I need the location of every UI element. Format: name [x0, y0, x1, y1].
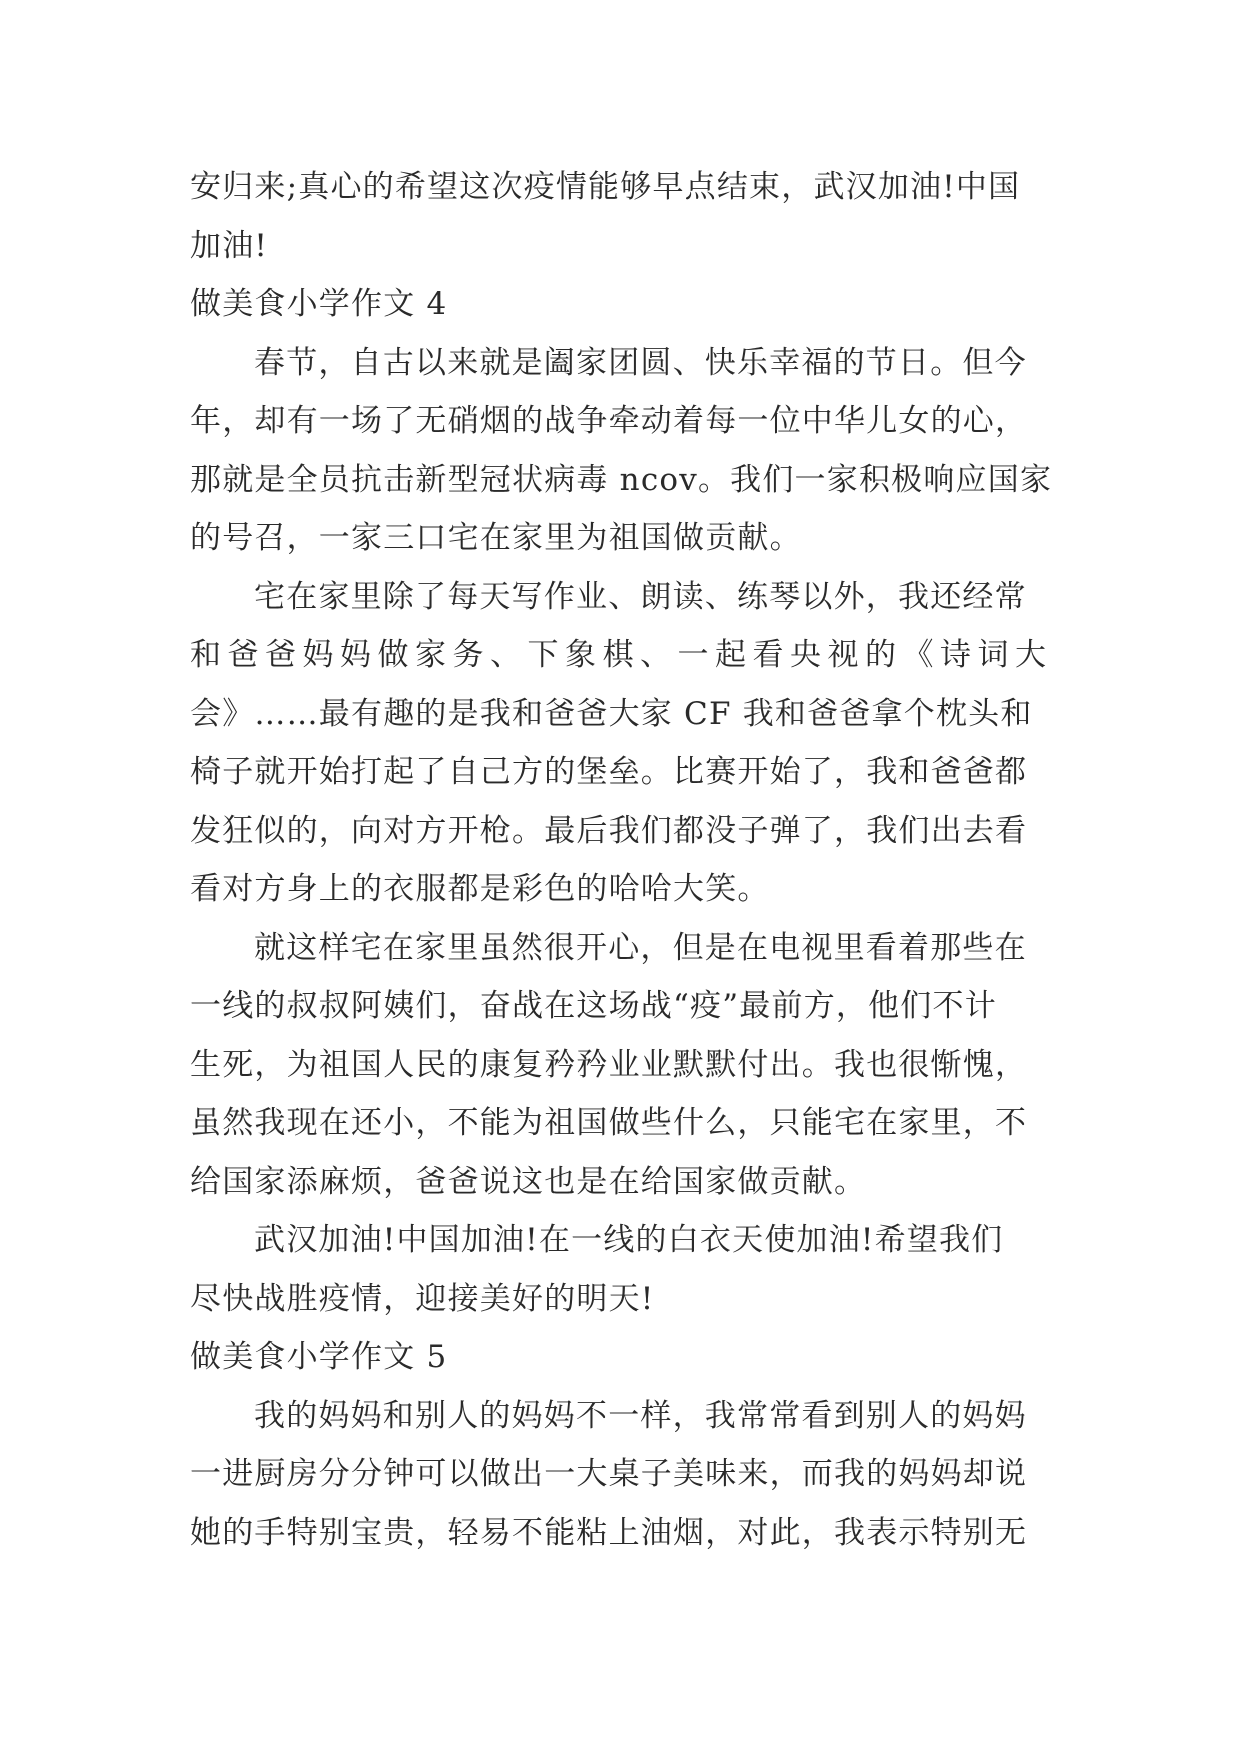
section-heading: 做美食小学作文 4 [190, 286, 448, 322]
section-heading: 做美食小学作文 5 [190, 1339, 448, 1375]
text-line: 的号召，一家三口宅在家里为祖国做贡献。 [190, 520, 802, 556]
text-line: 尽快战胜疫情，迎接美好的明天! [190, 1280, 655, 1317]
paragraph-first-line: 春节，自古以来就是阖家团圆、快乐幸福的节日。但今 [254, 344, 1027, 381]
text-line: 安归来;真心的希望这次疫情能够早点结束，武汉加油!中国 [190, 169, 1021, 205]
text-line: 虽然我现在还小，不能为祖国做些什么，只能宅在家里，不 [190, 1105, 1028, 1141]
text-line: 生死，为祖国人民的康复矜矜业业默默付出。我也很惭愧， [190, 1046, 1028, 1083]
text-line: 会》……最有趣的是我和爸爸大家 CF 我和爸爸拿个枕头和 [190, 695, 1033, 732]
text-line: 给国家添麻烦，爸爸说这也是在给国家做贡献。 [190, 1163, 867, 1200]
paragraph-first-line: 就这样宅在家里虽然很开心，但是在电视里看着那些在 [254, 929, 1027, 966]
text-line: 一进厨房分分钟可以做出一大桌子美味来，而我的妈妈却说 [190, 1456, 1028, 1492]
paragraph-first-line: 宅在家里除了每天写作业、朗读、练琴以外，我还经常 [254, 578, 1027, 615]
text-line: 那就是全员抗击新型冠状病毒 ncov。我们一家积极响应国家 [190, 461, 1053, 498]
document-body [190, 158, 1060, 1562]
text-line: 椅子就开始打起了自己方的堡垒。比赛开始了，我和爸爸都 [190, 754, 1028, 790]
text-line: 她的手特别宝贵，轻易不能粘上油烟，对此，我表示特别无 [190, 1514, 1028, 1551]
text-line: 年，却有一场了无硝烟的战争牵动着每一位中华儿女的心， [190, 403, 1028, 439]
text-line: 发狂似的，向对方开枪。最后我们都没子弹了，我们出去看 [190, 812, 1028, 849]
text-line: 看对方身上的衣服都是彩色的哈哈大笑。 [190, 871, 770, 907]
paragraph-first-line: 我的妈妈和别人的妈妈不一样，我常常看到别人的妈妈 [254, 1397, 1027, 1434]
text-line: 和爸爸妈妈做家务、下象棋、一起看央视的《诗词大 [190, 637, 1053, 673]
text-line: 一线的叔叔阿姨们，奋战在这场战“疫”最前方，他们不计 [190, 988, 997, 1024]
paragraph-first-line: 武汉加油!中国加油!在一线的白衣天使加油!希望我们 [254, 1222, 1004, 1258]
text-line: 加油! [190, 227, 269, 264]
